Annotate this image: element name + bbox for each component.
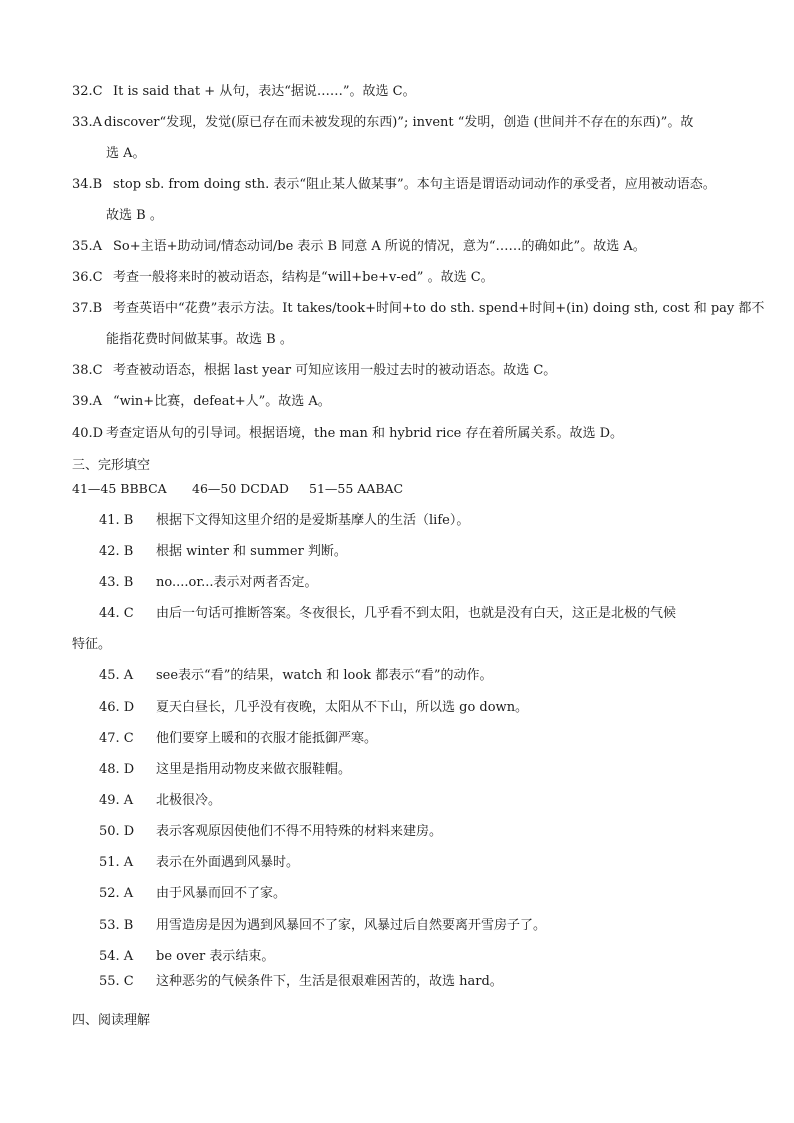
item-code: 49. A: [99, 793, 134, 808]
answer-item-34: [72, 175, 732, 195]
item-text: 由后一句话可推断答案。冬夜很长，几乎看不到太阳，也就是没有白天，这正是北极的气候: [156, 606, 677, 621]
answer-item-39: [72, 392, 732, 412]
section-4-heading: 四、阅读理解: [72, 1013, 151, 1028]
answer-item-33-continued: 选 A。: [106, 146, 146, 161]
cloze-item-44: [99, 604, 676, 624]
item-text: It is said that + 从句，表达“据说……”。故选 C。: [113, 84, 416, 99]
answer-item-34-continued: 故选 B 。: [106, 208, 163, 223]
cloze-item-43: [99, 573, 318, 593]
item-code: 38.C: [72, 363, 103, 378]
item-code: 34.B: [72, 177, 103, 192]
item-code: 32.C: [72, 84, 103, 99]
answer-item-36: [72, 268, 732, 288]
item-code: 33.A: [72, 115, 103, 130]
item-text: 这里是指用动物皮来做衣服鞋帽。: [156, 762, 352, 777]
item-code: 52. A: [99, 886, 134, 901]
answer-key-group-2: 46—50 DCDAD: [192, 481, 289, 496]
item-text: 这种恶劣的气候条件下，生活是很艰难困苦的，故选 hard。: [156, 974, 503, 989]
item-text: 由于风暴而回不了家。: [156, 886, 287, 901]
item-code: 55. C: [99, 974, 134, 989]
cloze-item-52: [99, 884, 286, 904]
item-code: 48. D: [99, 762, 135, 777]
answer-item-35: [72, 237, 732, 257]
answer-item-33: [72, 113, 732, 133]
answer-item-40: [72, 424, 732, 444]
answer-item-32: [72, 82, 732, 102]
section-3-heading: 三、完形填空: [72, 458, 151, 473]
item-text: 表示客观原因使他们不得不用特殊的材料来建房。: [156, 824, 443, 839]
answer-key-group-3: 51—55 AABAC: [309, 481, 404, 496]
cloze-item-41: [99, 511, 469, 531]
cloze-item-49: [99, 791, 221, 811]
cloze-item-53: [99, 916, 546, 936]
item-text: 北极很冷。: [156, 793, 222, 808]
item-text: “win+比赛，defeat+人”。故选 A。: [113, 394, 331, 409]
item-code: 39.A: [72, 394, 103, 409]
cloze-item-42: [99, 542, 347, 562]
cloze-item-44-continued: 特征。: [72, 637, 112, 652]
item-code: 46. D: [99, 700, 135, 715]
item-text: 表示在外面遇到风暴时。: [156, 855, 300, 870]
item-text: 考查定语从句的引导词。根据语境，the man 和 hybrid rice 存在着所属关系。故选 D。: [106, 426, 624, 441]
item-code: 53. B: [99, 918, 134, 933]
item-code: 54. A: [99, 949, 134, 964]
item-text: be over 表示结束。: [156, 949, 275, 964]
cloze-item-54: [99, 947, 274, 967]
item-text: 考查被动语态，根据 last year 可知应该用一般过去时的被动语态。故选 C。: [113, 363, 557, 378]
item-text: 考查英语中“花费”表示方法。It takes/took+时间+to do sth. spend+时间+(in) doing sth, cost 和 pay 都不: [113, 301, 765, 316]
cloze-item-50: [99, 822, 442, 842]
item-code: 35.A: [72, 239, 103, 254]
cloze-item-48: [99, 760, 351, 780]
cloze-item-55: [99, 972, 503, 992]
item-code: 50. D: [99, 824, 135, 839]
cloze-item-45: [99, 666, 492, 686]
item-text: discover“发现，发觉(原已存在而未被发现的东西)”; invent “发明，创造 (世间并不存在的东西)”。故: [104, 115, 694, 130]
item-code: 37.B: [72, 301, 103, 316]
item-code: 36.C: [72, 270, 103, 285]
item-code: 40.D: [72, 426, 104, 441]
item-code: 51. A: [99, 855, 134, 870]
answer-item-37: [72, 299, 765, 319]
item-code: 43. B: [99, 575, 134, 590]
item-text: no....or...表示对两者否定。: [156, 575, 318, 590]
item-code: 42. B: [99, 544, 134, 559]
answer-item-37-continued: 能指花费时间做某事。故选 B 。: [106, 332, 293, 347]
item-code: 45. A: [99, 668, 134, 683]
cloze-item-51: [99, 853, 299, 873]
item-code: 47. C: [99, 731, 134, 746]
item-code: 44. C: [99, 606, 134, 621]
item-code: 41. B: [99, 513, 134, 528]
item-text: 根据 winter 和 summer 判断。: [156, 544, 347, 559]
cloze-item-47: [99, 729, 377, 749]
item-text: see表示“看”的结果，watch 和 look 都表示“看”的动作。: [156, 668, 493, 683]
item-text: 考查一般将来时的被动语态，结构是“will+be+v-ed” 。故选 C。: [113, 270, 494, 285]
answer-key-row: [72, 479, 403, 499]
item-text: stop sb. from doing sth. 表示“阻止某人做某事”。本句主语是谓语动词动作的承受者，应用被动语态。: [113, 177, 716, 192]
cloze-item-46: [99, 698, 528, 718]
item-text: 用雪造房是因为遇到风暴回不了家，风暴过后自然要离开雪房子了。: [156, 918, 547, 933]
item-text: 他们要穿上暖和的衣服才能抵御严寒。: [156, 731, 378, 746]
answer-item-38: [72, 361, 732, 381]
item-text: So+主语+助动词/情态动词/be 表示 B 同意 A 所说的情况，意为“……的确如此”。故选 A。: [113, 239, 646, 254]
answer-key-group-1: 41—45 BBBCA: [72, 481, 167, 496]
item-text: 夏天白昼长，几乎没有夜晚，太阳从不下山，所以选 go down。: [156, 700, 529, 715]
item-text: 根据下文得知这里介绍的是爱斯基摩人的生活（life）。: [156, 513, 470, 528]
